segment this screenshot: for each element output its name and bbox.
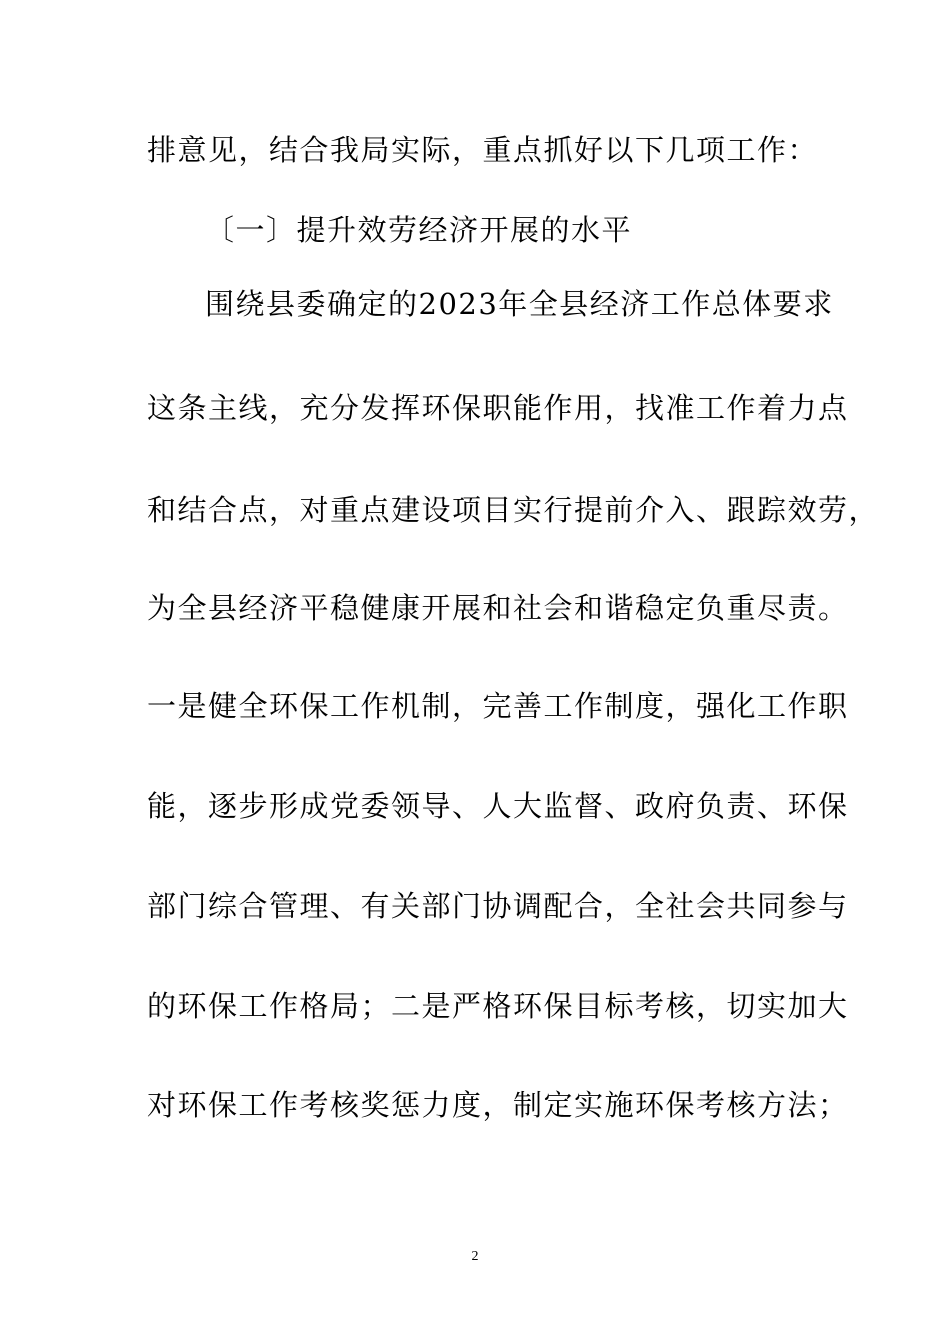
page-number: 2 bbox=[471, 1249, 479, 1264]
text-line-10: 的环保工作格局；二是严格环保目标考核，切实加大 bbox=[147, 989, 849, 1023]
text-line-7: 一是健全环保工作机制，完善工作制度，强化工作职 bbox=[147, 689, 849, 723]
text-line-9: 部门综合管理、有关部门协调配合，全社会共同参与 bbox=[147, 889, 849, 923]
text-line-5: 和结合点，对重点建设项目实行提前介入、跟踪效劳， bbox=[147, 493, 880, 527]
text-line-3: 围绕县委确定的2023年全县经济工作总体要求 bbox=[205, 287, 834, 321]
text-line-8: 能，逐步形成党委领导、人大监督、政府负责、环保 bbox=[147, 789, 849, 823]
text-line-11: 对环保工作考核奖惩力度，制定实施环保考核方法； bbox=[147, 1088, 849, 1122]
text-line-4: 这条主线，充分发挥环保职能作用，找准工作着力点 bbox=[147, 391, 849, 425]
section-heading: 〔一〕提升效劳经济开展的水平 bbox=[205, 213, 633, 247]
text-line-1: 排意见，结合我局实际，重点抓好以下几项工作： bbox=[147, 133, 819, 167]
text-line-6: 为全县经济平稳健康开展和社会和谐稳定负重尽责。 bbox=[147, 591, 849, 625]
